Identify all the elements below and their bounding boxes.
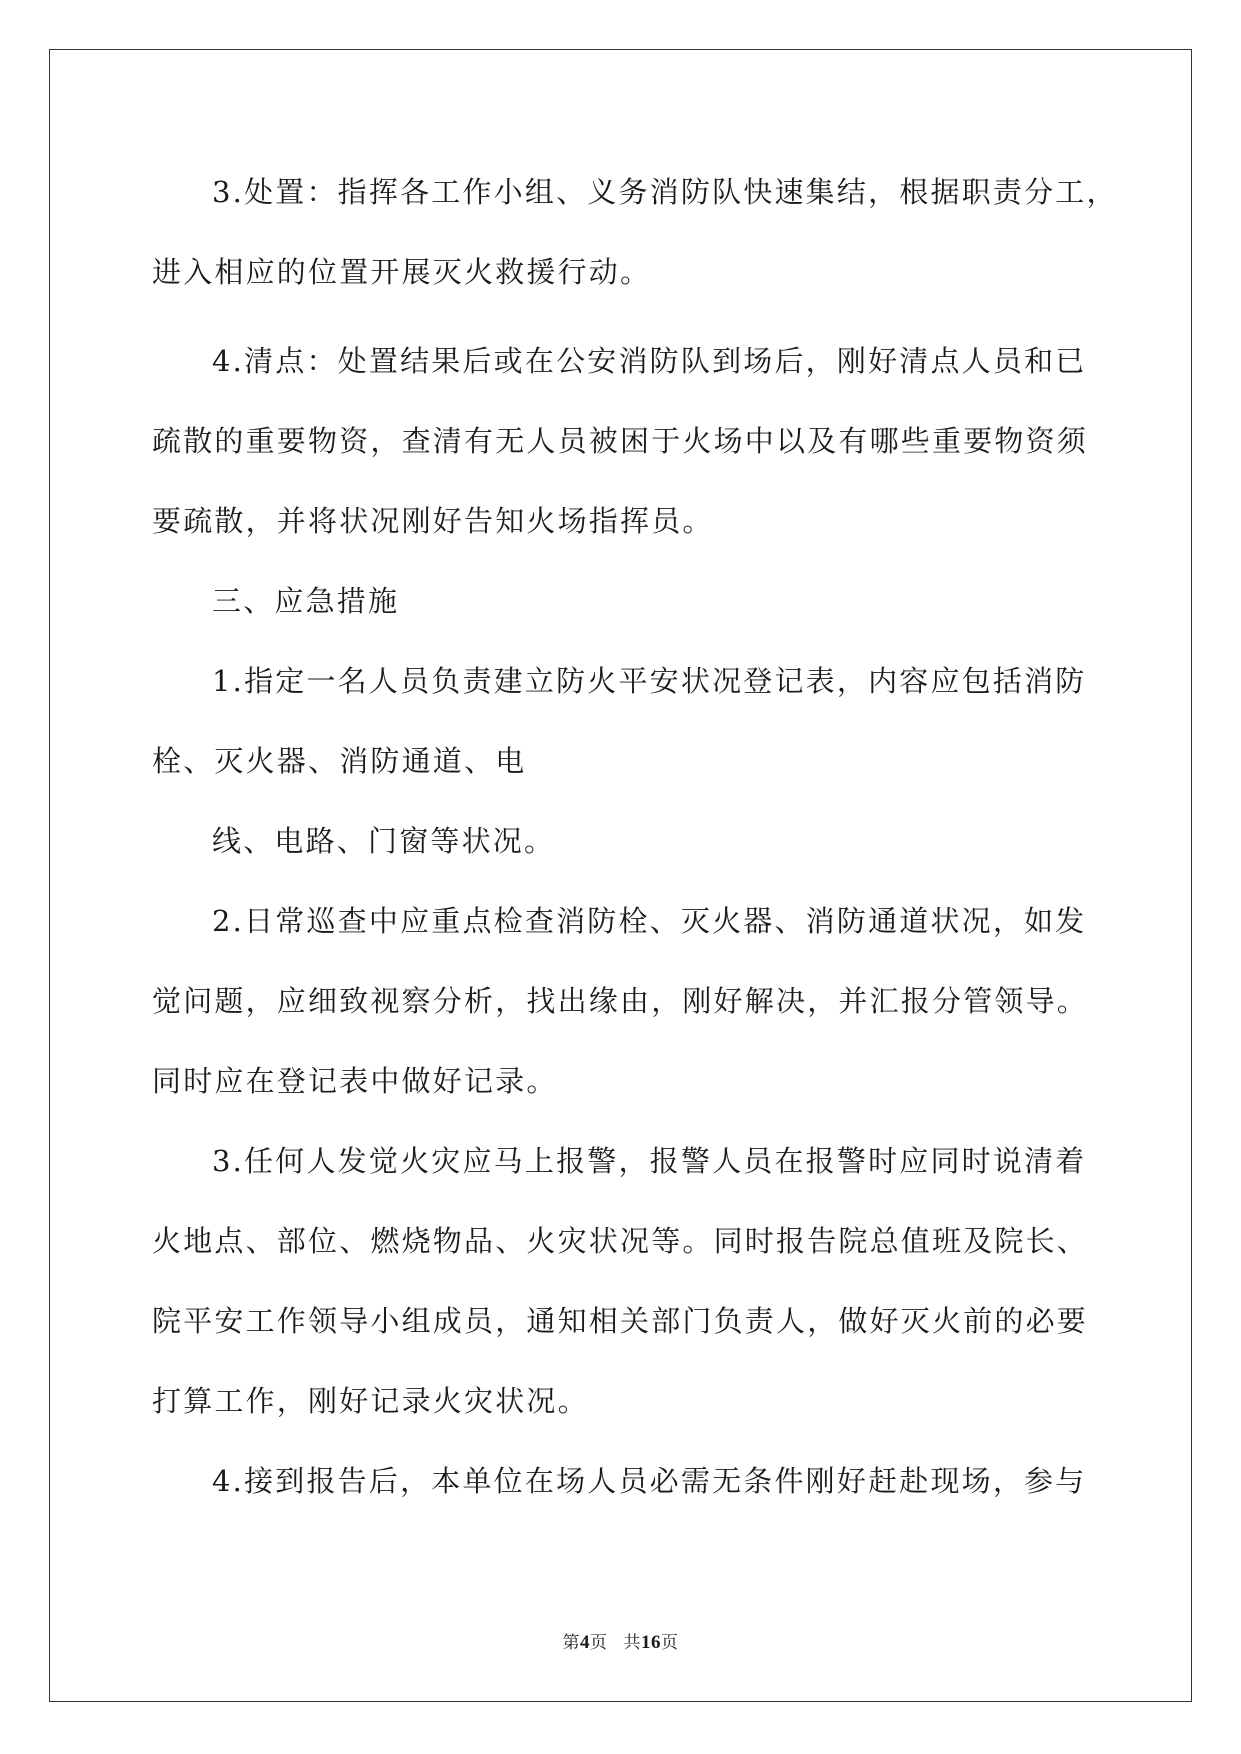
section-heading: 三、应急措施 — [212, 584, 400, 618]
paragraph-line: 打算工作，刚好记录火灾状况。 — [152, 1384, 589, 1418]
paragraph-line: 3.处置：指挥各工作小组、义务消防队快速集结，根据职责分工， — [212, 175, 1118, 209]
paragraph-line: 3.任何人发觉火灾应马上报警，报警人员在报警时应同时说清着 — [212, 1144, 1087, 1178]
paragraph-line: 线、电路、门窗等状况。 — [212, 824, 556, 858]
paragraph-line: 进入相应的位置开展灭火救援行动。 — [152, 255, 652, 289]
total-prefix: 共 — [623, 1633, 641, 1653]
paragraph-line: 2.日常巡查中应重点检查消防栓、灭火器、消防通道状况，如发 — [212, 904, 1087, 938]
paragraph-line: 疏散的重要物资，查清有无人员被困于火场中以及有哪些重要物资须 — [152, 424, 1089, 458]
page-prefix: 第 — [562, 1633, 580, 1653]
paragraph-line: 1.指定一名人员负责建立防火平安状况登记表，内容应包括消防 — [212, 664, 1087, 698]
page-number: 4 — [580, 1632, 590, 1653]
page-frame — [49, 49, 1192, 1702]
paragraph-line: 觉问题，应细致视察分析，找出缘由，刚好解决，并汇报分管领导。 — [152, 984, 1089, 1018]
paragraph-line: 4.清点：处置结果后或在公安消防队到场后，刚好清点人员和已 — [212, 344, 1087, 378]
paragraph-line: 院平安工作领导小组成员，通知相关部门负责人，做好灭火前的必要 — [152, 1304, 1089, 1338]
paragraph-line: 要疏散，并将状况刚好告知火场指挥员。 — [152, 504, 714, 538]
total-unit: 页 — [661, 1633, 679, 1653]
paragraph-line: 火地点、部位、燃烧物品、火灾状况等。同时报告院总值班及院长、 — [152, 1224, 1089, 1258]
paragraph-line: 4.接到报告后，本单位在场人员必需无条件刚好赶赴现场，参与 — [212, 1464, 1087, 1498]
total-pages: 16 — [641, 1632, 661, 1653]
page-unit: 页 — [590, 1633, 608, 1653]
paragraph-line: 栓、灭火器、消防通道、电 — [152, 744, 527, 778]
page-footer — [0, 1632, 1241, 1654]
paragraph-line: 同时应在登记表中做好记录。 — [152, 1064, 558, 1098]
